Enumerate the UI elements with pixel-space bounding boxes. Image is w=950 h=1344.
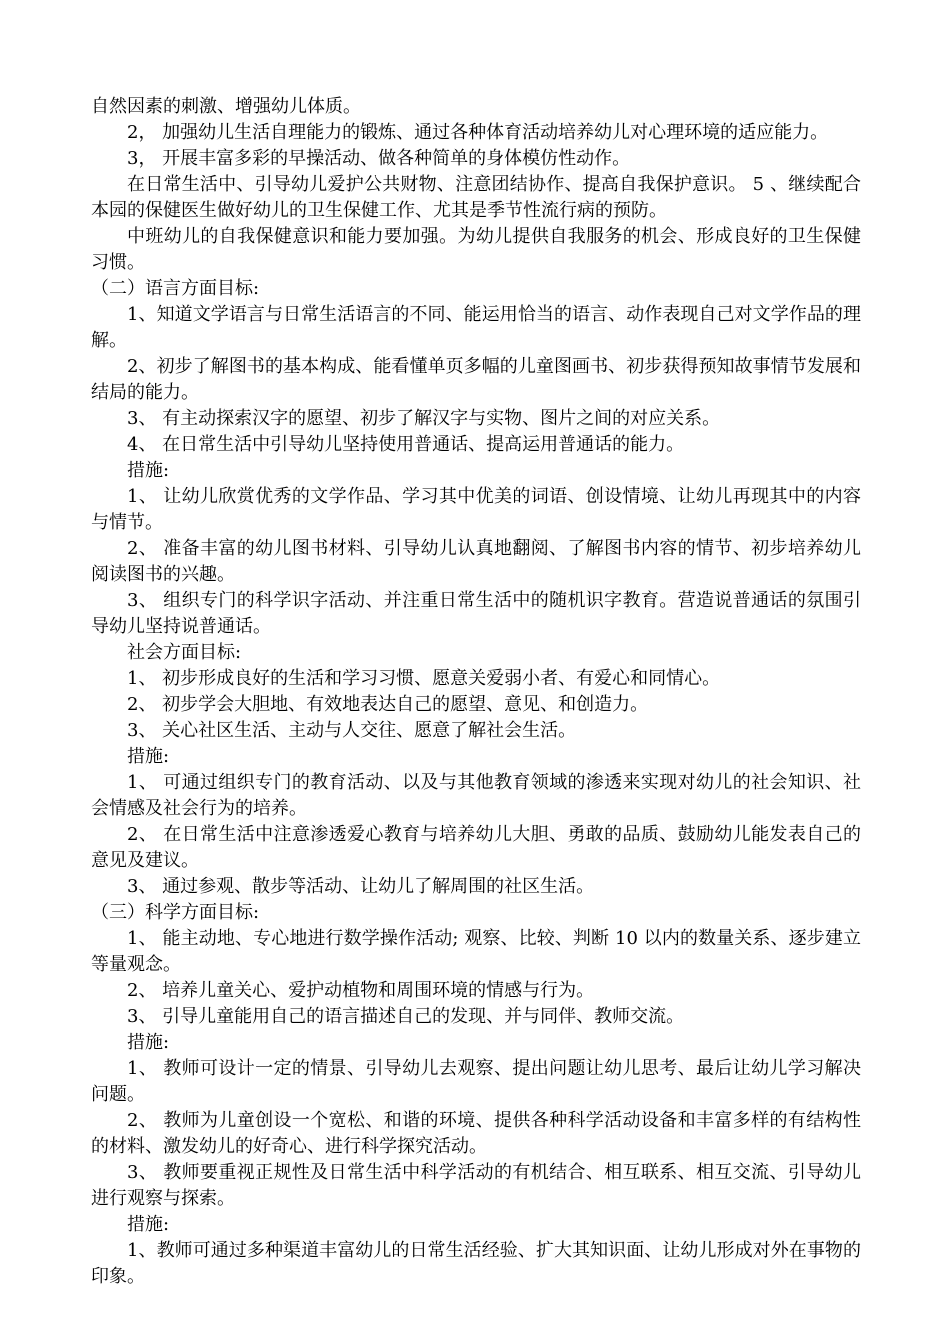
paragraph: 措施: <box>127 1032 170 1053</box>
paragraph: （三）科学方面目标: <box>91 902 260 923</box>
paragraph: 措施: <box>127 1214 170 1235</box>
paragraph: 3、 关心社区生活、主动与人交往、愿意了解社会生活。 <box>127 720 577 741</box>
paragraph: 2、 教师为儿童创设一个宽松、和谐的环境、提供各种科学活动设备和丰富多样的有结构性的材料、激发幼儿的好奇心、进行科学探究活动。 <box>91 1110 861 1157</box>
paragraph: 2、 准备丰富的幼儿图书材料、引导幼儿认真地翻阅、了解图书内容的情节、初步培养幼儿阅读图书的兴趣。 <box>91 538 861 585</box>
paragraph: 1、 让幼儿欣赏优秀的文学作品、学习其中优美的词语、创设情境、让幼儿再现其中的内容与情节。 <box>91 486 861 533</box>
paragraph: 3、 引导儿童能用自己的语言描述自己的发现、并与同伴、教师交流。 <box>127 1006 685 1027</box>
paragraph: 3， 开展丰富多彩的早操活动、做各种简单的身体模仿性动作。 <box>127 148 631 169</box>
paragraph: 2、初步了解图书的基本构成、能看懂单页多幅的儿童图画书、初步获得预知故事情节发展和结局的能力。 <box>91 356 861 403</box>
paragraph: 措施: <box>127 460 170 481</box>
paragraph: 2、 在日常生活中注意渗透爱心教育与培养幼儿大胆、勇敢的品质、鼓励幼儿能发表自己的意见及建议。 <box>91 824 861 871</box>
paragraph: 2、 初步学会大胆地、有效地表达自己的愿望、意见、和创造力。 <box>127 694 649 715</box>
paragraph: 自然因素的刺激、增强幼儿体质。 <box>91 96 361 117</box>
paragraph: 1、 初步形成良好的生活和学习习惯、愿意关爱弱小者、有爱心和同情心。 <box>127 668 721 689</box>
paragraph: 措施: <box>127 746 170 767</box>
paragraph: 4、 在日常生活中引导幼儿坚持使用普通话、提高运用普通话的能力。 <box>127 434 685 455</box>
paragraph: 1、 可通过组织专门的教育活动、以及与其他教育领域的渗透来实现对幼儿的社会知识、社会情感及社会行为的培养。 <box>91 772 861 819</box>
paragraph: 2、 培养儿童关心、爱护动植物和周围环境的情感与行为。 <box>127 980 595 1001</box>
paragraph: 中班幼儿的自我保健意识和能力要加强。为幼儿提供自我服务的机会、形成良好的卫生保健习惯。 <box>91 226 861 273</box>
paragraph: 3、 有主动探索汉字的愿望、初步了解汉字与实物、图片之间的对应关系。 <box>127 408 721 429</box>
paragraph: 3、 通过参观、散步等活动、让幼儿了解周围的社区生活。 <box>127 876 595 897</box>
paragraph: 1、教师可通过多种渠道丰富幼儿的日常生活经验、扩大其知识面、让幼儿形成对外在事物的印象。 <box>91 1240 861 1287</box>
paragraph: 3、 组织专门的科学识字活动、并注重日常生活中的随机识字教育。营造说普通话的氛围引导幼儿坚持说普通话。 <box>91 590 861 637</box>
paragraph: 社会方面目标: <box>127 642 242 663</box>
paragraph: 1、 教师可设计一定的情景、引导幼儿去观察、提出问题让幼儿思考、最后让幼儿学习解决问题。 <box>91 1058 861 1105</box>
paragraph: （二）语言方面目标: <box>91 278 260 299</box>
document-body <box>91 94 861 1290</box>
paragraph: 2， 加强幼儿生活自理能力的锻炼、通过各种体育活动培养幼儿对心理环境的适应能力。 <box>127 122 829 143</box>
paragraph: 3、 教师要重视正规性及日常生活中科学活动的有机结合、相互联系、相互交流、引导幼儿进行观察与探索。 <box>91 1162 861 1209</box>
paragraph: 在日常生活中、引导幼儿爱护公共财物、注意团结协作、提高自我保护意识。 5 、继续配合本园的保健医生做好幼儿的卫生保健工作、尤其是季节性流行病的预防。 <box>91 174 861 221</box>
paragraph: 1、 能主动地、专心地进行数学操作活动; 观察、比较、判断 10 以内的数量关系、逐步建立等量观念。 <box>91 928 861 975</box>
paragraph: 1、知道文学语言与日常生活语言的不同、能运用恰当的语言、动作表现自己对文学作品的理解。 <box>91 304 861 351</box>
